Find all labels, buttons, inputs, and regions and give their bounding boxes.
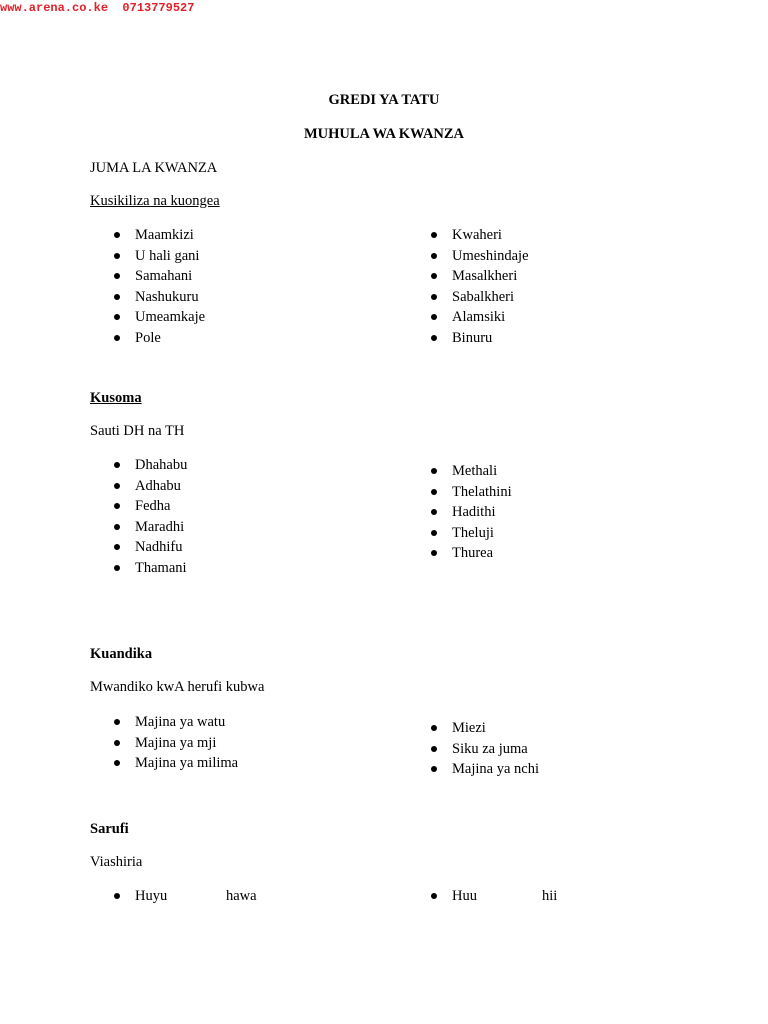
list-item: Alamsiki [407,307,529,328]
list-item: Theluji [407,523,512,544]
reading-right-list [407,461,512,564]
list-item: Methali [407,461,512,482]
demonstrative-singular: Huyu [135,888,168,904]
list-item: Samahani [90,266,205,287]
list-item [90,886,257,907]
listening-right-list [407,225,529,348]
section-heading-writing: Kuandika [90,646,153,662]
list-item: Majina ya mji [90,733,238,754]
list-item [407,886,557,907]
document-title: GREDI YA TATU [328,92,440,108]
list-item: Maamkizi [90,225,205,246]
list-item: Dhahabu [90,455,187,476]
list-item: Majina ya nchi [407,759,539,780]
list-item: Pole [90,328,205,349]
list-item: Thamani [90,558,187,579]
list-item: Majina ya watu [90,712,238,733]
list-item: Thelathini [407,482,512,503]
list-item: Binuru [407,328,529,349]
list-item: Miezi [407,718,539,739]
list-item: Nashukuru [90,287,205,308]
reading-left-list [90,455,187,578]
demonstrative-plural: hii [542,888,558,904]
list-item: Umeamkaje [90,307,205,328]
listening-left-list [90,225,205,348]
list-item: Siku za juma [407,739,539,760]
document-subtitle: MUHULA WA KWANZA [303,126,465,142]
list-item: Majina ya milima [90,753,238,774]
demonstrative-plural: hawa [226,888,257,904]
grammar-left-list [90,886,257,907]
list-item: Fedha [90,496,187,517]
writing-right-list [407,718,539,780]
list-item: Masalkheri [407,266,529,287]
list-item: Hadithi [407,502,512,523]
grammar-right-list [407,886,557,907]
list-item: U hali gani [90,246,205,267]
week-heading: JUMA LA KWANZA [90,160,218,176]
list-item: Nadhifu [90,537,187,558]
section-heading-grammar: Sarufi [90,821,129,837]
watermark-text: www.arena.co.ke 0713779527 [0,1,195,15]
writing-subheading: Mwandiko kwA herufi kubwa [90,679,265,695]
list-item: Thurea [407,543,512,564]
reading-subheading: Sauti DH na TH [90,423,185,439]
section-heading-reading: Kusoma [90,390,142,406]
grammar-subheading: Viashiria [90,854,143,870]
list-item: Maradhi [90,517,187,538]
list-item: Umeshindaje [407,246,529,267]
list-item: Sabalkheri [407,287,529,308]
section-heading-listening: Kusikiliza na kuongea [90,193,220,209]
demonstrative-singular: Huu [452,888,477,904]
writing-left-list [90,712,238,774]
list-item: Kwaheri [407,225,529,246]
list-item: Adhabu [90,476,187,497]
